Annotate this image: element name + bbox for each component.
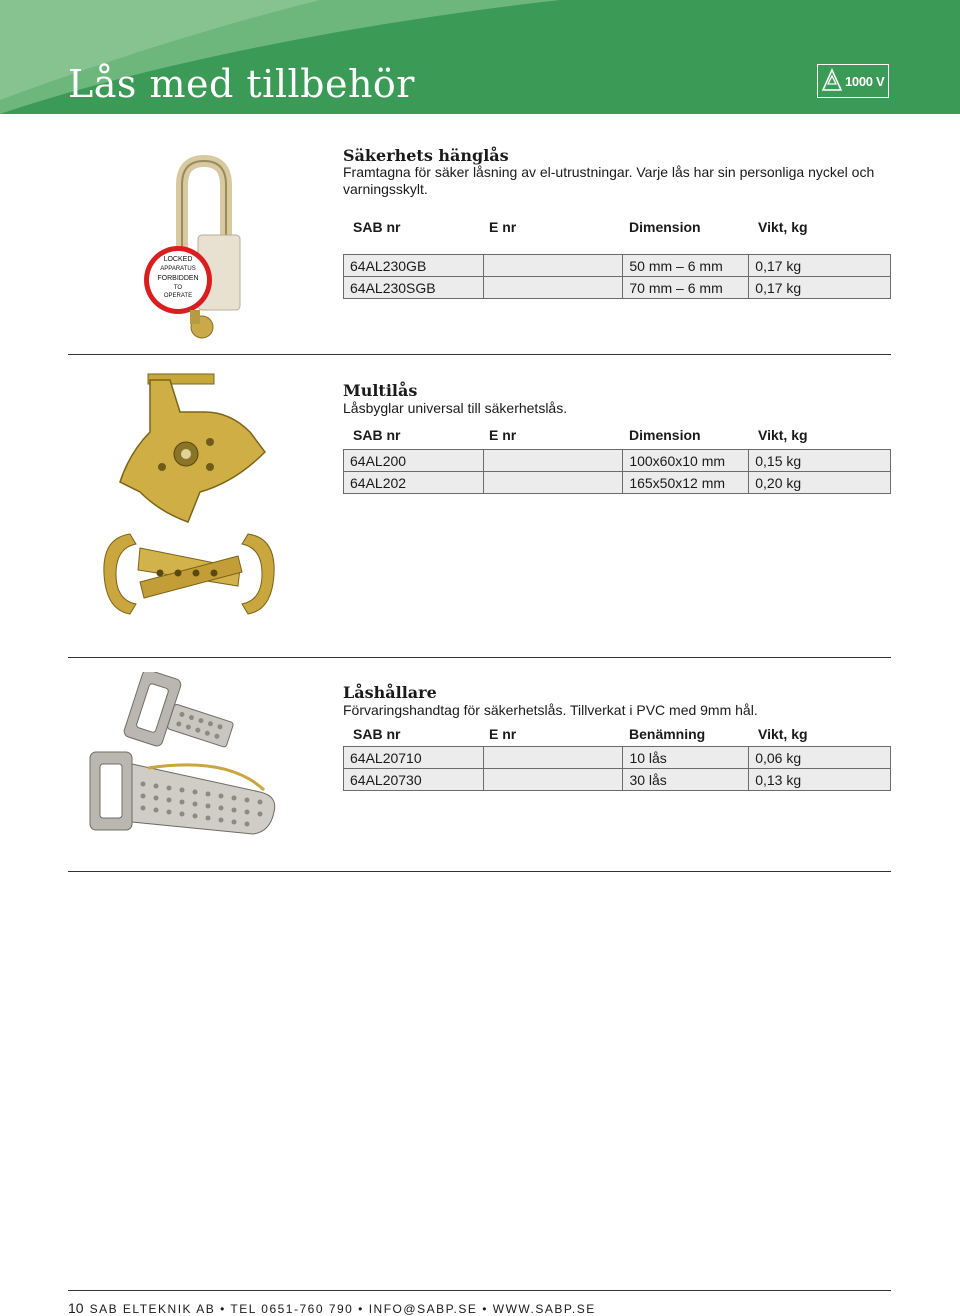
footer-contact: SAB ELTEKNIK AB • TEL 0651-760 790 • INFO@SABP.SE • WWW.SABP.SE	[89, 1302, 596, 1316]
cell-dimension: 70 mm – 6 mm	[623, 277, 749, 299]
cell-sab-nr: 64AL230GB	[344, 255, 484, 277]
table-row	[344, 769, 891, 791]
cell-weight: 0,06 kg	[749, 747, 891, 769]
page-header	[0, 0, 960, 114]
cell-sab-nr: 64AL20710	[344, 747, 484, 769]
multilock-hasp-image	[110, 372, 275, 527]
cell-weight: 0,17 kg	[749, 255, 891, 277]
section-divider	[68, 354, 891, 355]
cell-sab-nr: 64AL200	[344, 450, 484, 472]
cell-e-nr	[483, 472, 623, 494]
warning-triangle-icon	[821, 68, 843, 94]
section-divider	[68, 657, 891, 658]
section-desc-padlock: Framtagna för säker låsning av el-utrustningar. Varje lås har sin personliga nyckel och varningsskylt.	[343, 164, 875, 197]
col-e-nr: E nr	[489, 726, 517, 742]
cell-designation: 30 lås	[623, 769, 749, 791]
col-e-nr: E nr	[489, 219, 517, 235]
voltage-badge	[817, 64, 889, 98]
table-row	[344, 450, 891, 472]
voltage-badge-text: 1000 V	[845, 73, 885, 89]
table-header-padlock	[343, 219, 891, 239]
col-weight: Vikt, kg	[758, 427, 808, 443]
padlock-label-line4: TO	[173, 285, 183, 291]
cell-dimension: 100x60x10 mm	[623, 450, 749, 472]
padlock-label-line5: OPERATE	[163, 293, 193, 299]
col-sab-nr: SAB nr	[353, 427, 401, 443]
cell-weight: 0,20 kg	[749, 472, 891, 494]
table-row	[344, 472, 891, 494]
cell-e-nr	[483, 255, 623, 277]
col-weight: Vikt, kg	[758, 219, 808, 235]
table-header-multilock	[343, 427, 891, 447]
product-table-padlock	[343, 254, 891, 299]
col-dimension: Dimension	[629, 219, 701, 235]
cell-weight: 0,13 kg	[749, 769, 891, 791]
col-designation: Benämning	[629, 726, 706, 742]
col-weight: Vikt, kg	[758, 726, 808, 742]
cell-weight: 0,15 kg	[749, 450, 891, 472]
section-divider	[68, 871, 891, 872]
cell-e-nr	[483, 277, 623, 299]
multilock-double-hasp-image	[100, 528, 278, 620]
cell-weight: 0,17 kg	[749, 277, 891, 299]
cell-dimension: 50 mm – 6 mm	[623, 255, 749, 277]
cell-e-nr	[483, 450, 623, 472]
padlock-label-line2: APPARATUS	[160, 266, 196, 272]
section-title-padlock: Säkerhets hänglås	[343, 146, 509, 165]
cell-dimension: 165x50x12 mm	[623, 472, 749, 494]
padlock-image	[140, 155, 250, 345]
page-number: 10	[68, 1300, 84, 1316]
table-row	[344, 277, 891, 299]
section-title-multilock: Multilås	[343, 381, 418, 400]
product-table-multilock	[343, 449, 891, 494]
product-table-lock-holder	[343, 746, 891, 791]
section-desc-lock-holder: Förvaringshandtag för säkerhetslås. Tillverkat i PVC med 9mm hål.	[343, 702, 758, 718]
footer-divider	[68, 1290, 891, 1291]
page-footer	[68, 1300, 596, 1316]
table-row	[344, 747, 891, 769]
section-desc-multilock: Låsbyglar universal till säkerhetslås.	[343, 400, 568, 416]
table-row	[344, 255, 891, 277]
section-title-lock-holder: Låshållare	[343, 683, 437, 702]
cell-designation: 10 lås	[623, 747, 749, 769]
lock-holder-image	[88, 672, 278, 842]
padlock-label-line1: LOCKED	[163, 256, 193, 263]
cell-sab-nr: 64AL202	[344, 472, 484, 494]
cell-sab-nr: 64AL20730	[344, 769, 484, 791]
padlock-label-line3: FORBIDDEN	[157, 275, 199, 282]
cell-e-nr	[483, 769, 623, 791]
col-dimension: Dimension	[629, 427, 701, 443]
col-sab-nr: SAB nr	[353, 726, 401, 742]
col-sab-nr: SAB nr	[353, 219, 401, 235]
table-header-lock-holder	[343, 726, 891, 746]
cell-sab-nr: 64AL230SGB	[344, 277, 484, 299]
cell-e-nr	[483, 747, 623, 769]
col-e-nr: E nr	[489, 427, 517, 443]
page-title: Lås med tillbehör	[68, 62, 415, 106]
